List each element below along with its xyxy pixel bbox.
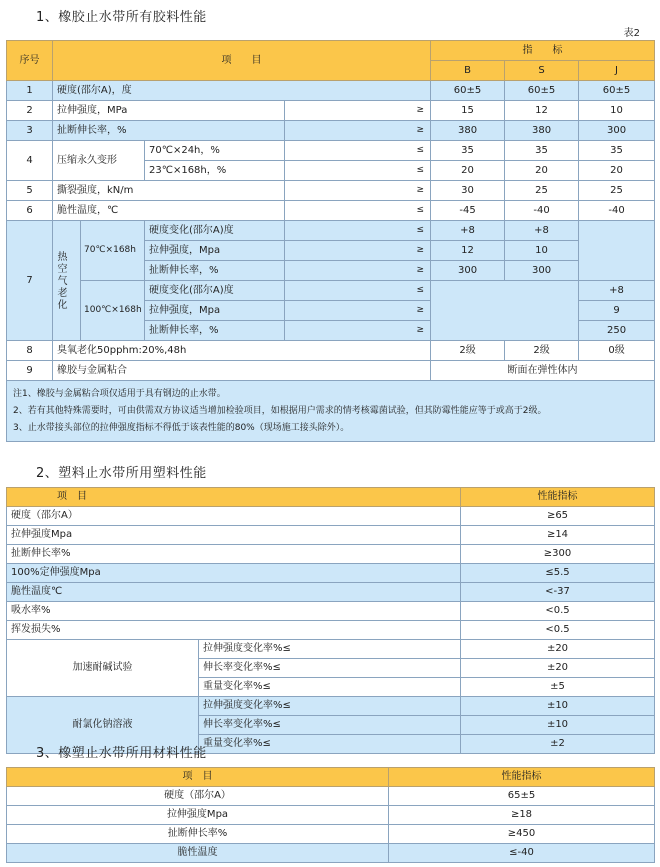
row-value: ≥14: [461, 526, 655, 545]
aging-property: 扯断伸长率，%: [145, 261, 285, 281]
table-row: [7, 697, 655, 716]
group-property: 拉伸强度变化率%≤: [199, 697, 461, 716]
value-j: 10: [579, 101, 655, 121]
table-row: [7, 181, 655, 201]
aging-property: 拉伸强度，Mpa: [145, 241, 285, 261]
header-item: 项 目: [53, 41, 431, 81]
value-j: 250: [579, 321, 655, 341]
value-b: 20: [431, 161, 505, 181]
row-value: ±10: [461, 697, 655, 716]
aging-condition-100: 100℃×168h: [81, 281, 145, 341]
row-condition: 23℃×168h，%: [145, 161, 285, 181]
note-2: 2、若有其他特殊需要时，可由供需双方协议适当增加检验项目，如根据用户需求的情考核霉菌试验，但其防霉性能应等于或高于2级。: [13, 406, 547, 416]
header-s: S: [505, 61, 579, 81]
table-row: [7, 141, 655, 161]
row-item: 拉伸强度，MPa: [53, 101, 285, 121]
rubber-plastic-properties-table: [6, 767, 655, 863]
row-item: 脆性温度℃: [7, 583, 461, 602]
value-j: 35: [579, 141, 655, 161]
aging-condition-70: 70℃×168h: [81, 221, 145, 281]
table-row: [7, 844, 655, 863]
table-row: [7, 583, 655, 602]
row-item: [53, 221, 81, 341]
row-condition: 70℃×24h，%: [145, 141, 285, 161]
value-s: -40: [505, 201, 579, 221]
header-item: 项 目: [7, 768, 389, 787]
row-symbol: ≤: [285, 221, 431, 241]
value-s: +8: [505, 221, 579, 241]
value-b: 35: [431, 141, 505, 161]
row-seq: 1: [7, 81, 53, 101]
row-item: 拉伸强度Mpa: [7, 526, 461, 545]
row-symbol: ≤: [285, 281, 431, 301]
table-row: [7, 281, 655, 301]
group-property: 伸长率变化率%≤: [199, 659, 461, 678]
group-name-alkali: 加速耐碱试验: [7, 640, 199, 697]
section2-title: 2、塑料止水带所用塑料性能: [36, 466, 207, 481]
row-value: <0.5: [461, 602, 655, 621]
value-s: 60±5: [505, 81, 579, 101]
table-row: [7, 621, 655, 640]
note-3: 3、止水带接头部位的拉伸强度指标不得低于该表性能的80%（现场施工接头除外）。: [13, 423, 350, 433]
row-value: ±10: [461, 716, 655, 735]
value-b: 60±5: [431, 81, 505, 101]
group-property: 重量变化率%≤: [199, 735, 461, 754]
row-item: 挥发损失%: [7, 621, 461, 640]
row-symbol: ≥: [285, 241, 431, 261]
row-item: 橡胶与金属粘合: [53, 361, 431, 381]
rubber-properties-table: [6, 40, 655, 442]
group-property: 伸长率变化率%≤: [199, 716, 461, 735]
row-seq: 3: [7, 121, 53, 141]
header-indicator: 指 标: [431, 41, 655, 61]
aging-property: 硬度变化(邵尔A)度: [145, 281, 285, 301]
row-item: 硬度（邵尔A）: [7, 507, 461, 526]
row-symbol: ≥: [285, 321, 431, 341]
row-value: ≥300: [461, 545, 655, 564]
row-item: 扯断伸长率%: [7, 825, 389, 844]
row-symbol: ≥: [285, 301, 431, 321]
value-merged: 断面在弹性体内: [431, 361, 655, 381]
row-value: <0.5: [461, 621, 655, 640]
group-name-nacl: 耐氯化钠溶液: [7, 697, 199, 754]
hot-air-aging-label: 热空气老化: [55, 250, 66, 311]
row-item: 臭氧老化50pphm:20%,48h: [53, 341, 431, 361]
header-b: B: [431, 61, 505, 81]
table-row: [7, 507, 655, 526]
row-item: 拉伸强度Mpa: [7, 806, 389, 825]
row-seq: 9: [7, 361, 53, 381]
value-b: 380: [431, 121, 505, 141]
value-s: 12: [505, 101, 579, 121]
row-item: 硬度(邵尔A)，度: [53, 81, 431, 101]
value-j: 60±5: [579, 81, 655, 101]
value-s: 2级: [505, 341, 579, 361]
group-property: 重量变化率%≤: [199, 678, 461, 697]
row-symbol: ≤: [285, 201, 431, 221]
header-value: 性能指标: [389, 768, 655, 787]
table-row: [7, 526, 655, 545]
row-seq: 6: [7, 201, 53, 221]
value-b: 2级: [431, 341, 505, 361]
table-row: [7, 602, 655, 621]
header-value: 性能指标: [461, 488, 655, 507]
row-value: ≤-40: [389, 844, 655, 863]
row-symbol: ≥: [285, 181, 431, 201]
row-item: 扯断伸长率，%: [53, 121, 285, 141]
value-j: 0级: [579, 341, 655, 361]
row-item: 100%定伸强度Mpa: [7, 564, 461, 583]
value-j-empty: [579, 221, 655, 281]
value-b: 30: [431, 181, 505, 201]
row-item: 撕裂强度，kN/m: [53, 181, 285, 201]
row-value: ±2: [461, 735, 655, 754]
table-row: [7, 201, 655, 221]
value-s: 20: [505, 161, 579, 181]
row-item: 硬度（邵尔A）: [7, 787, 389, 806]
table-row: [7, 545, 655, 564]
table-row: [7, 221, 655, 241]
header-item: 项 目: [7, 488, 461, 507]
table-row: [7, 101, 655, 121]
row-symbol: ≥: [285, 101, 431, 121]
value-b: 15: [431, 101, 505, 121]
value-s: 10: [505, 241, 579, 261]
row-value: ≤5.5: [461, 564, 655, 583]
row-value: ≥18: [389, 806, 655, 825]
row-value: ±20: [461, 640, 655, 659]
value-j: 20: [579, 161, 655, 181]
value-s: 25: [505, 181, 579, 201]
table-row: [7, 361, 655, 381]
value-b: +8: [431, 221, 505, 241]
notes-row: [7, 381, 655, 442]
row-value: ±20: [461, 659, 655, 678]
section3-title: 3、橡塑止水带所用材料性能: [36, 746, 207, 761]
row-value: 65±5: [389, 787, 655, 806]
note-1: 注1、橡胶与金属粘合项仅适用于具有钢边的止水带。: [13, 389, 226, 399]
row-item: 脆性温度，℃: [53, 201, 285, 221]
row-item: 脆性温度: [7, 844, 389, 863]
section1-title: 1、橡胶止水带所有胶料性能: [36, 10, 207, 25]
row-value: ≥65: [461, 507, 655, 526]
plastic-properties-table: [6, 487, 655, 754]
value-j: +8: [579, 281, 655, 301]
value-b: 300: [431, 261, 505, 281]
value-j: 25: [579, 181, 655, 201]
notes: [7, 381, 655, 442]
table-row: [7, 81, 655, 101]
value-s: 380: [505, 121, 579, 141]
table-row: [7, 640, 655, 659]
value-b: 12: [431, 241, 505, 261]
header-seq: 序号: [7, 41, 53, 81]
row-item: 扯断伸长率%: [7, 545, 461, 564]
value-j: -40: [579, 201, 655, 221]
value-bs-empty: [431, 281, 579, 341]
row-seq: 4: [7, 141, 53, 181]
value-b: -45: [431, 201, 505, 221]
row-seq: 2: [7, 101, 53, 121]
table-row: [7, 787, 655, 806]
table-row: [7, 341, 655, 361]
value-s: 35: [505, 141, 579, 161]
row-value: ≥450: [389, 825, 655, 844]
table-row: [7, 806, 655, 825]
row-symbol: ≥: [285, 121, 431, 141]
header-j: J: [579, 61, 655, 81]
value-j: 9: [579, 301, 655, 321]
row-seq: 7: [7, 221, 53, 341]
table-row: [7, 121, 655, 141]
group-property: 拉伸强度变化率%≤: [199, 640, 461, 659]
row-seq: 5: [7, 181, 53, 201]
aging-property: 扯断伸长率，%: [145, 321, 285, 341]
aging-property: 拉伸强度，Mpa: [145, 301, 285, 321]
table-row: [7, 825, 655, 844]
row-symbol: ≥: [285, 261, 431, 281]
table-number: 表2: [623, 28, 640, 39]
value-s: 300: [505, 261, 579, 281]
table-row: [7, 564, 655, 583]
row-value: ±5: [461, 678, 655, 697]
aging-property: 硬度变化(邵尔A)度: [145, 221, 285, 241]
row-item: 压缩永久变形: [53, 141, 145, 181]
row-value: <-37: [461, 583, 655, 602]
row-symbol: ≤: [285, 141, 431, 161]
row-seq: 8: [7, 341, 53, 361]
row-item: 吸水率%: [7, 602, 461, 621]
row-symbol: ≤: [285, 161, 431, 181]
value-j: 300: [579, 121, 655, 141]
